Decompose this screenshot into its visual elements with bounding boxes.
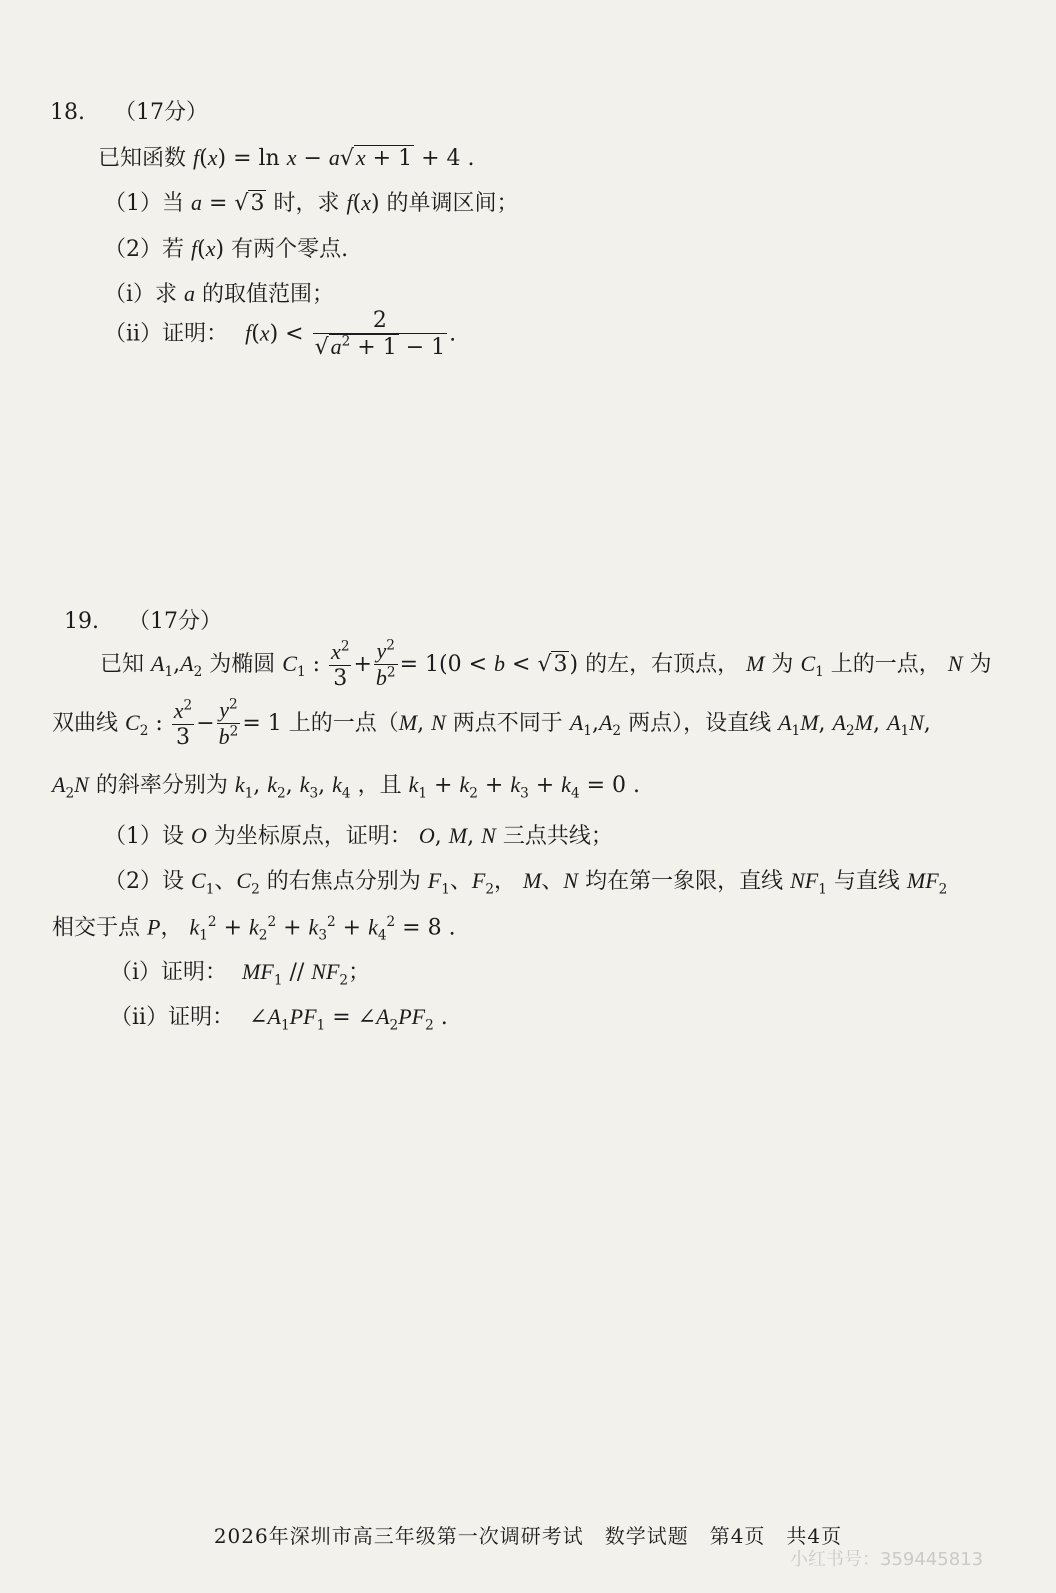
q19-part2-i: （i）证明： $MF_1 // NF_2$； [110,959,371,989]
page-footer: 2026年深圳市高三年级第一次调研考试 数学试题 第4页 共4页 [213,1524,843,1548]
q19-line2: 双曲线 $C_2$ : $\frac{x^2}{3}$ − $\frac{y^2}{b^2}$ = 1 上的一点（M, N 两点不同于 $A_1,A_2$ 两点），设直线 $A_1M$, $A_2M$, $A_1N$, [52,696,931,750]
q19-line3: $A_2N$ 的斜率分别为 $k_1$, $k_2$, $k_3$, $k_4$ ，且 $k_1 + k_2 + k_3 + k_4 = 0$ . [52,772,641,802]
q18-function: f [193,145,200,170]
q19-part2: （2）设 $C_1$、$C_2$ 的右焦点分别为 $F_1$、$F_2$， M、N 均在第一象限，直线 $NF_1$ 与直线 $MF_2$ [104,868,948,898]
q18-part1: （1）当 a = √3 时，求 f(x) 的单调区间； [104,190,519,216]
q19-header [64,609,222,635]
q19-part2-cont: 相交于点 P， $k_1^2 + k_2^2 + k_3^2 + k_4^2 = 8$ . [52,914,456,944]
q18-part2: （2）若 f(x) 有两个零点. [104,236,349,262]
q19-points: （17分） [128,609,222,634]
q19-part2-ii: （ii）证明： $\angle A_1PF_1$ = $\angle A_2PF_2$ . [110,1004,448,1034]
q19-line1: 已知 $A_1,A_2$ 为椭圆 $C_1$ : $\frac{x^2}{3}$ + $\frac{y^2}{b^2}$ = 1(0 < b < √3) 的左，右顶点， M 为 $C_1$ 上的一点， N 为 [100,637,992,691]
q18-fraction: $\frac{2}{√a^2 + 1 - 1}$ [314,308,446,361]
q18-number: 18. [50,100,85,125]
q18-points: （17分） [114,100,208,125]
q18-part2-ii: （ii）证明： f(x) < $\frac{2}{√a^2 + 1 - 1}$ . [104,308,457,361]
q19-part1: （1）设 O 为坐标原点，证明： O, M, N 三点共线； [104,823,613,849]
q19-number: 19. [64,609,99,634]
q18-intro: 已知函数 f(x) = ln x − a√x + 1 + 4 . [98,145,475,171]
q18-header [50,100,208,126]
q18-part2-i: （i）求 a 的取值范围； [104,281,335,307]
watermark: 小红书号：359445813 [790,1549,984,1570]
